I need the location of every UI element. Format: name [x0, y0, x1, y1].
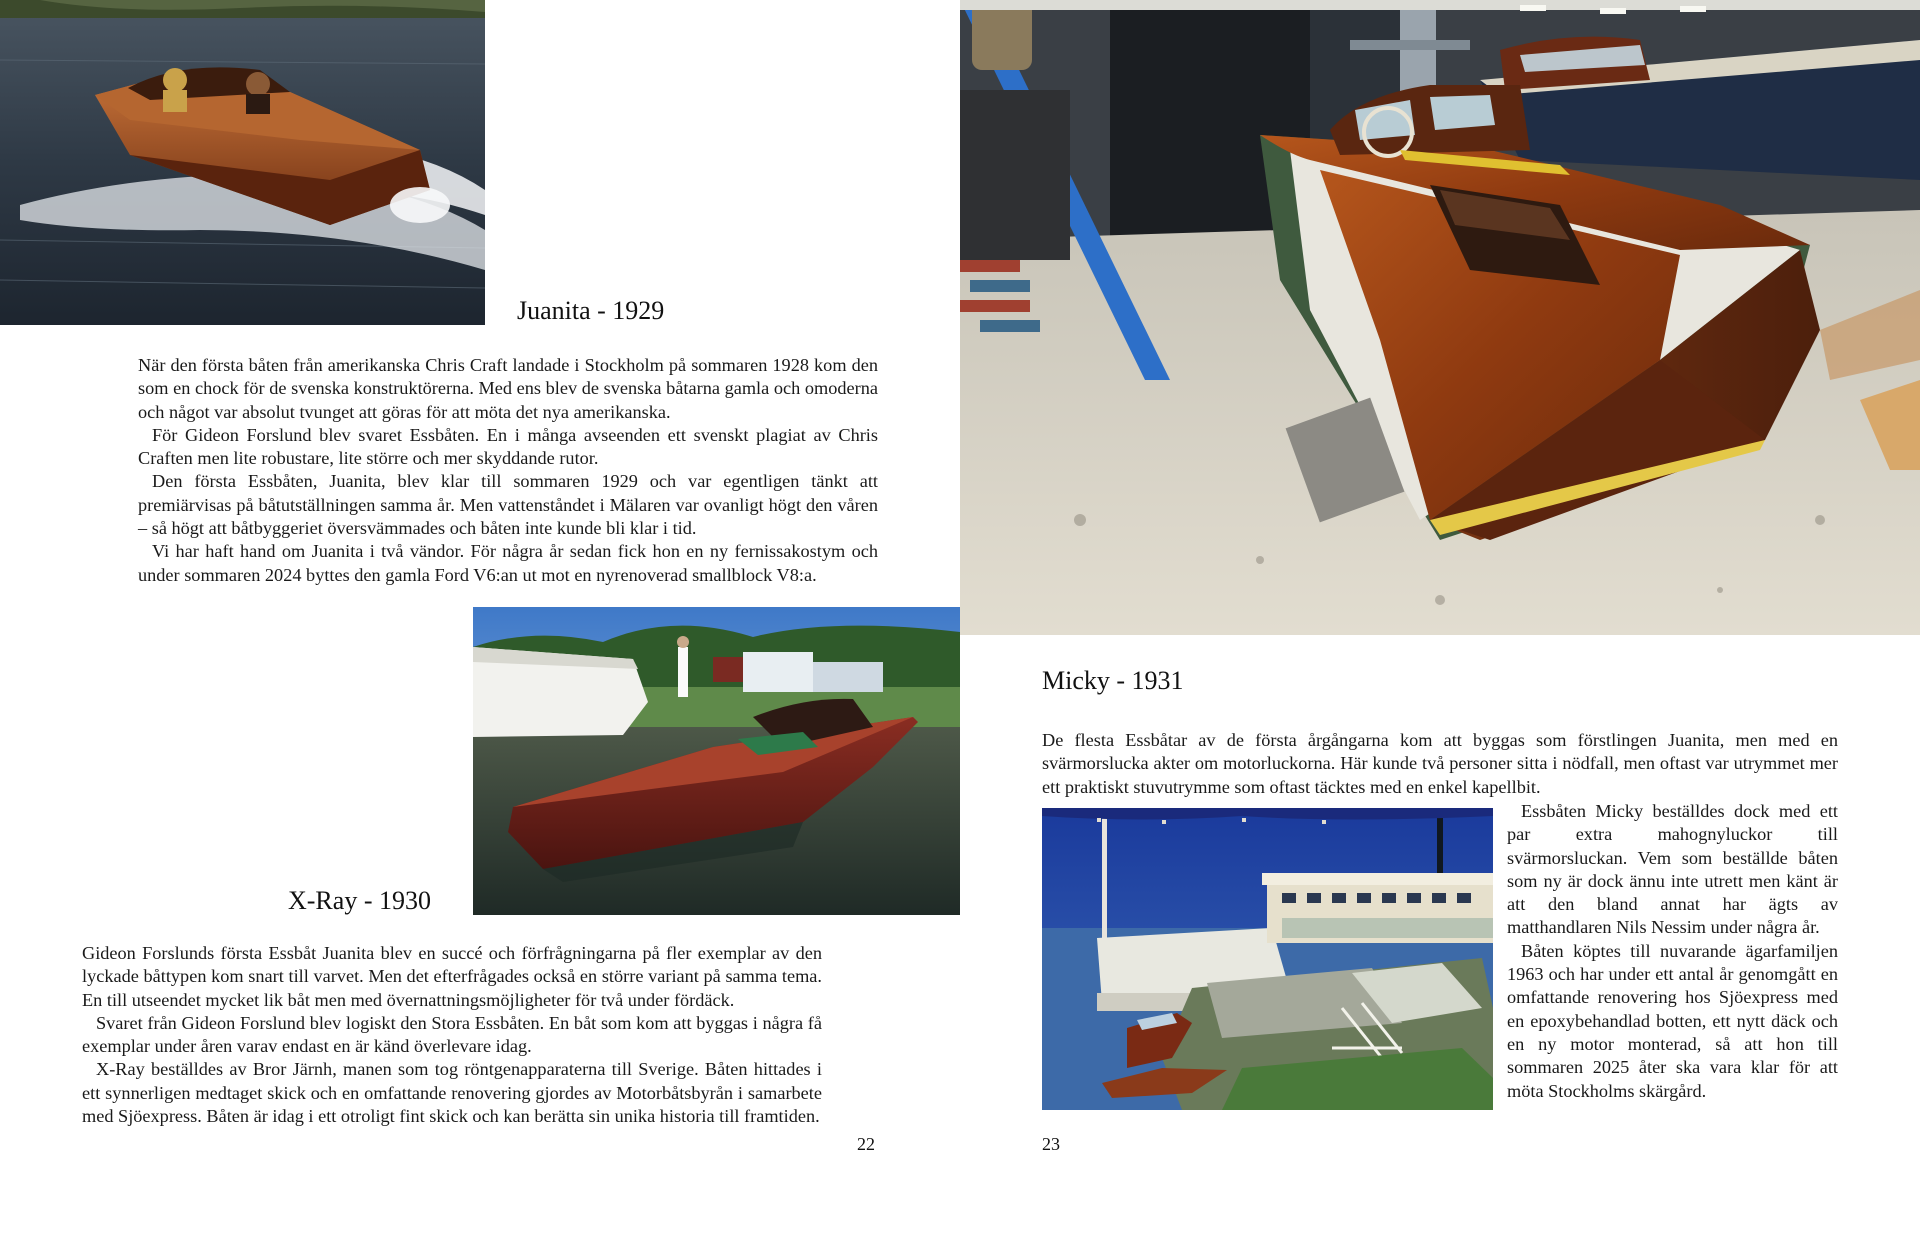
micky-title: Micky - 1931	[1042, 666, 1184, 695]
xray-body	[82, 942, 822, 1128]
juanita-photo	[0, 0, 485, 325]
vintage-photo	[1042, 808, 1493, 1110]
micky-intro	[1042, 729, 1838, 799]
juanita-body	[138, 354, 878, 587]
xray-paragraph-3: X-Ray beställdes av Bror Järnh, manen som tog röntgenapparaterna till Sverige. Båten hittades i ett synnerligen medtaget skick och en omfattande renovering gjordes av Motorbåtsbyrån i samarbete med Sjöexpress. Båten är idag i ett otroligt fint skick och kan berätta sin unika historia till framtiden.	[82, 1059, 822, 1127]
juanita-paragraph-3: Den första Essbåten, Juanita, blev klar till sommaren 1929 och var egentligen tänkt att premiärvisas på båtutställningen samma år. Men vattenståndet i Mälaren var ovanligt högt den våren – så högt att båtbyggeriet översvämmades och båten inte kunde bli klar i tid.	[138, 471, 878, 539]
micky-side-column	[1507, 800, 1838, 1103]
micky-paragraph-2: Båten köptes till nuvarande ägarfamiljen 1963 och har under ett antal år genomgått en omfattande renovering hos Sjöexpress med en epoxybehandlad botten, ett nytt däck och en ny motor monterad, så att hon till sommaren 2025 åter ska vara klar för att möta Stockholms skärgård.	[1507, 940, 1838, 1101]
page-number-left: 22	[857, 1134, 875, 1154]
micky-intro-paragraph: De flesta Essbåtar av de första årgångarna kom att byggas som förstlingen Juanita, men med en svärmorslucka akter om motorluckorna. Här kunde två personer sitta i nödfall, men oftast var utrymmet mer ett praktiskt stuvutrymme som oftast täcktes med en enkel kapellbit.	[1042, 730, 1838, 797]
xray-paragraph-1: Gideon Forslunds första Essbåt Juanita blev en succé och förfrågningarna på fler exemplar av den lyckade båttypen kom snart till varvet. Men det efterfrågades också en större variant på samma tema. En till utseendet mycket lik båt men med övernattningsmöjligheter för två under fördäck.	[82, 943, 822, 1010]
xray-photo	[473, 607, 960, 915]
juanita-paragraph-4: Vi har haft hand om Juanita i två vändor. För några år sedan fick hon en ny fernissakostym och under sommaren 2024 byttes den gamla Ford V6:an ut mot en nyrenoverad smallblock V8:a.	[138, 541, 878, 585]
micky-paragraph-1: Essbåten Micky beställdes dock med ett par extra mahognyluckor till svärmorsluckan. Vem som beställde båten som ny är dock ännu inte utrett men känt är att den bland annat har ägts av matthandlaren Nils Nessim under några år.	[1507, 801, 1838, 938]
juanita-title: Juanita - 1929	[517, 296, 665, 325]
juanita-paragraph-1: När den första båten från amerikanska Chris Craft landade i Stockholm på sommaren 1928 kom den som en chock för de svenska konstruktörerna. Med ens blev de svenska båtarna gamla och omoderna och något var absolut tvunget att göras för att möta det nya amerikanska.	[138, 355, 878, 422]
juanita-paragraph-2: För Gideon Forslund blev svaret Essbåten. En i många avseenden ett svenskt plagiat av Chris Craften men lite robustare, lite större och mer skyddande rutor.	[138, 424, 878, 469]
xray-paragraph-2: Svaret från Gideon Forslund blev logiskt den Stora Essbåten. En båt som kom att byggas i några få exemplar under åren varav endast en är känd överlevare idag.	[82, 1012, 822, 1057]
workshop-photo	[960, 0, 1920, 635]
xray-title: X-Ray - 1930	[288, 886, 431, 915]
page-number-right: 23	[1042, 1134, 1060, 1154]
